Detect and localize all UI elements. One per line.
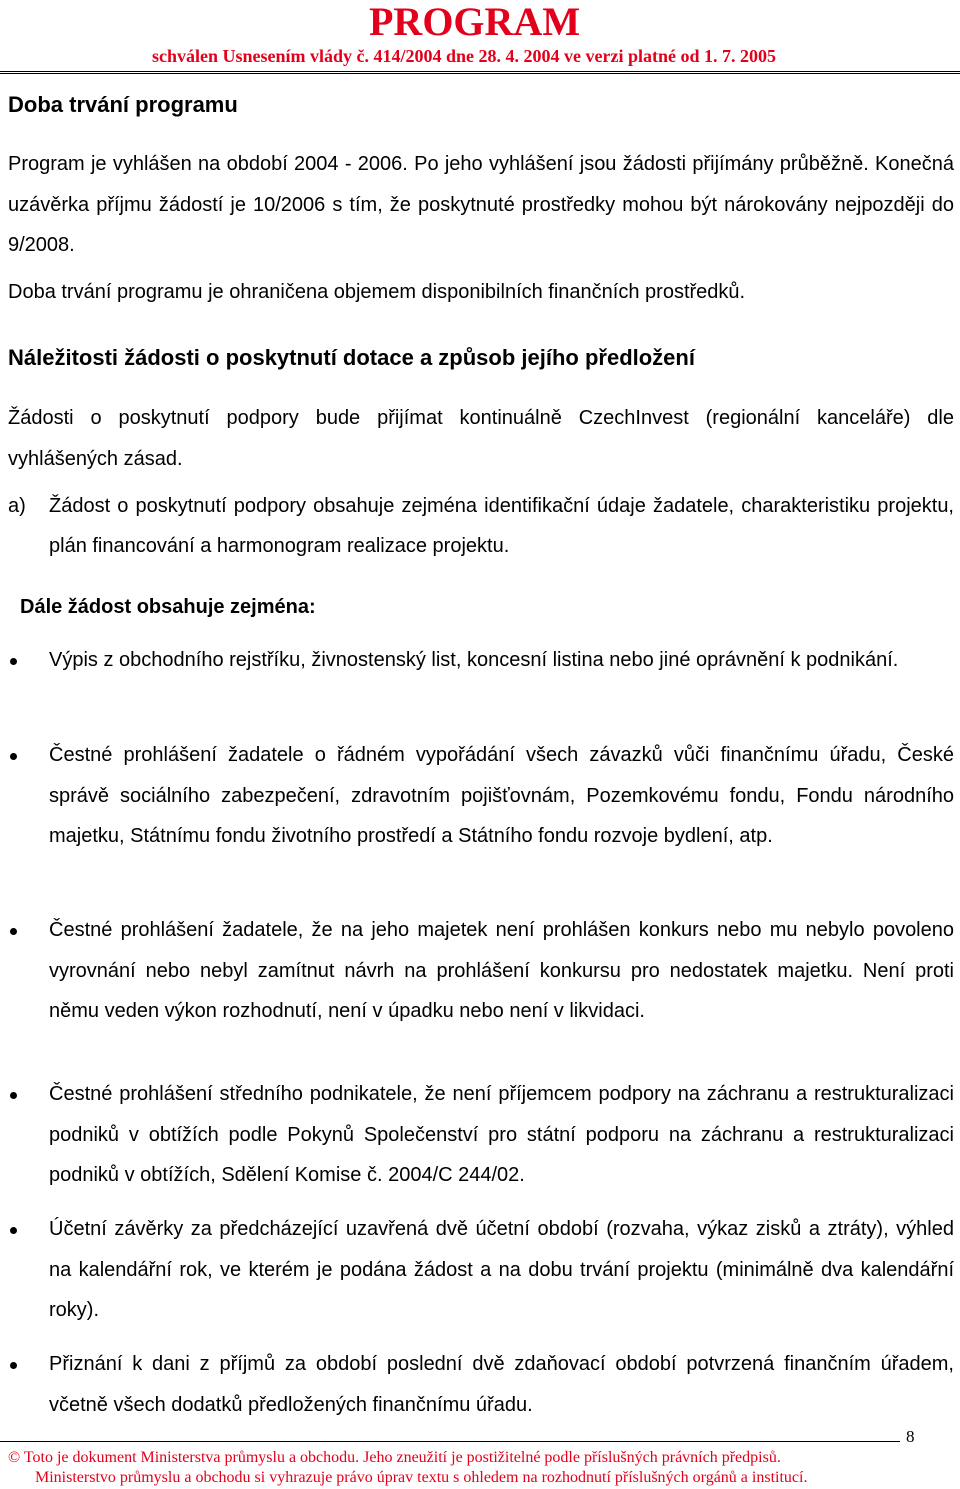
item-a-label: a): [8, 495, 26, 517]
list-item: Čestné prohlášení žadatele, že na jeho majetek není prohlášen konkurs nebo mu nebylo povoleno vyrovnání nebo nebyl zamítnut návrh na prohlášení konkursu pro nedostatek majetku. Není proti němu veden výkon rozhodnutí, není v úpadku nebo není v likvidaci.: [49, 919, 954, 1023]
list-item: Účetní závěrky za předcházející uzavřená dvě účetní období (rozvaha, výkaz zisků a ztráty), výhled na kalendářní rok, ve kterém je podána žádost a na dobu trvání projektu (minimálně dva kalendářní roky).: [49, 1218, 954, 1322]
heading-duration: Doba trvání programu: [8, 92, 238, 117]
item-a-text: Žádost o poskytnutí podpory obsahuje zejména identifikační údaje žadatele, charakteristiku projektu, plán financování a harmonogram realizace projektu.: [49, 495, 954, 557]
footer-divider: [0, 1441, 900, 1442]
document-title: PROGRAM: [369, 0, 581, 44]
subheading-contents: Dále žádost obsahuje zejména:: [20, 596, 316, 618]
bullet-icon: [10, 753, 17, 760]
footer-copyright: © Toto je dokument Ministerstva průmyslu a obchodu. Jeho zneužití je postižitelné podle příslušných právních předpisů.: [8, 1449, 781, 1466]
list-item: Čestné prohlášení středního podnikatele, že není příjemcem podpory na záchranu a restrukturalizaci podniků v obtížích podle Pokynů Společenství pro státní podporu na záchranu a restrukturalizaci podniků v obtížích, Sdělení Komise č. 2004/C 244/02.: [49, 1083, 954, 1187]
list-item: Přiznání k dani z příjmů za období poslední dvě zdaňovací období potvrzená finančním úřadem, včetně všech dodatků předložených finančnímu úřadu.: [49, 1353, 954, 1416]
bullet-icon: [10, 928, 17, 935]
bullet-icon: [10, 658, 17, 665]
heading-requirements: Náležitosti žádosti o poskytnutí dotace a způsob jejího předložení: [8, 345, 695, 370]
list-item: Čestné prohlášení žadatele o řádném vypořádání všech závazků vůči finančnímu úřadu, České správě sociálního zabezpečení, zdravotním pojišťovnám, Pozemkovému fondu, Fondu národního majetku, Státnímu fondu životního prostředí a Státního fondu rozvoje bydlení, atp.: [49, 744, 954, 848]
document-subtitle: schválen Usnesením vlády č. 414/2004 dne 28. 4. 2004 ve verzi platné od 1. 7. 2005: [152, 46, 776, 66]
paragraph-duration-2: Doba trvání programu je ohraničena objemem disponibilních finančních prostředků.: [8, 281, 746, 303]
header-divider: [0, 71, 960, 74]
bullet-icon: [10, 1362, 17, 1369]
page-number: 8: [906, 1427, 915, 1446]
paragraph-requirements-1: Žádosti o poskytnutí podpory bude přijímat kontinuálně CzechInvest (regionální kanceláře) dle vyhlášených zásad.: [8, 407, 954, 470]
bullet-icon: [10, 1227, 17, 1234]
bullet-icon: [10, 1092, 17, 1099]
paragraph-duration-1: Program je vyhlášen na období 2004 - 2006. Po jeho vyhlášení jsou žádosti přijímány průběžně. Konečná uzávěrka příjmu žádostí je 10/2006 s tím, že poskytnuté prostředky mohou být nárokovány nejpozději do 9/2008.: [8, 153, 954, 256]
list-item: Výpis z obchodního rejstříku, živnostenský list, koncesní listina nebo jiné oprávnění k podnikání.: [49, 649, 899, 671]
footer-disclaimer: Ministerstvo průmyslu a obchodu si vyhrazuje právo úprav textu s ohledem na rozhodnutí příslušných orgánů a institucí.: [35, 1469, 808, 1486]
